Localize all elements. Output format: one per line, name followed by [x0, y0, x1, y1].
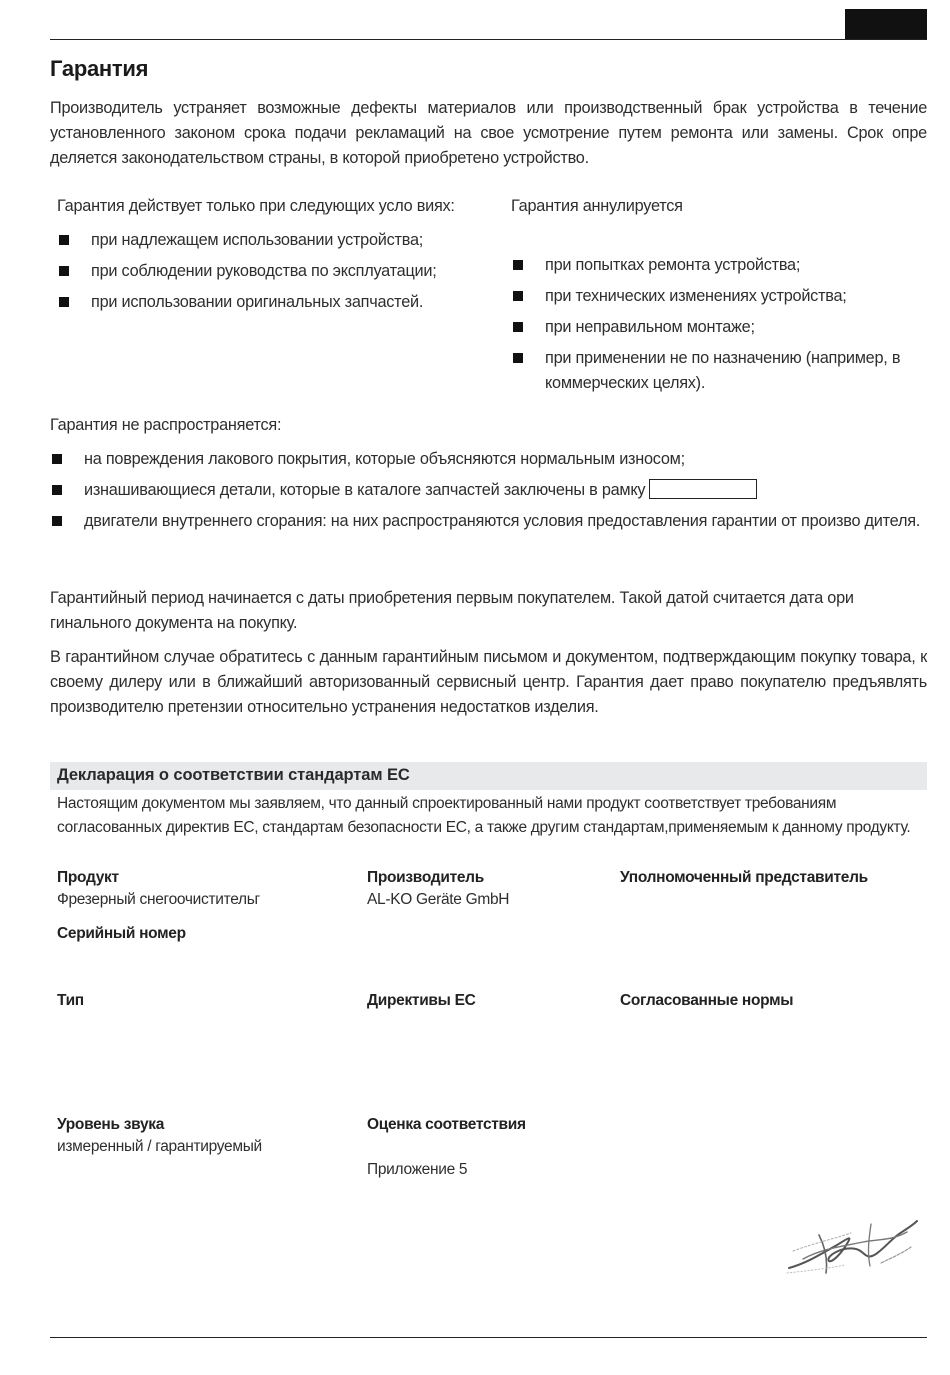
list-item-text: двигатели внутреннего сгорания: на них распространяются условия предоставления гарантии от произво дителя. — [84, 512, 921, 530]
assessment-value: Приложение 5 — [367, 1161, 468, 1178]
list-item — [50, 509, 927, 534]
list-item-text: изнашивающиеся детали, которые в каталоге запчастей заключены в рамку — [84, 481, 646, 499]
page-title: Гарантия — [50, 56, 149, 81]
list-item — [50, 447, 927, 472]
bottom-rule — [50, 1337, 927, 1338]
representative-label: Уполномоченный представитель — [620, 869, 868, 886]
list-item: при использовании оригинальных запчастей. — [57, 290, 467, 315]
product-value: Фрезерный снегоочистительг — [57, 891, 260, 908]
void-conditions-heading: Гарантия аннулируется — [511, 197, 683, 215]
sound-value: измеренный / гарантируемый — [57, 1138, 262, 1155]
declaration-text: Настоящим документом мы заявляем, что данный спроектированный нами продукт соответствует требованиям согласованных директив ЕС, стандартам безопасности ЕС, а также другим стандартам,применяемым к данному продукту. — [57, 795, 911, 836]
declaration-header — [50, 762, 927, 790]
intro-paragraph: Производитель устраняет возможные дефекты материалов или производственный брак устройства в течение установленного законом срока подачи рекламаций на свое усмотрение путем ремонта или замены. Срок опре деляется законодательством страны, в которой приобретено устройство. — [50, 99, 927, 167]
list-item: при попытках ремонта устройства; — [511, 253, 921, 278]
period-paragraph: Гарантийный период начинается с даты приобретения первым покупателем. Такой датой считается дата ори гинального документа на покупку. — [50, 589, 854, 632]
manufacturer-field — [367, 867, 509, 911]
exclusions-section — [50, 413, 927, 540]
representative-field — [620, 867, 868, 889]
norms-label: Согласованные нормы — [620, 992, 794, 1009]
void-conditions-column — [511, 194, 921, 402]
manufacturer-label: Производитель — [367, 869, 484, 886]
frame-symbol — [649, 479, 757, 499]
sound-field — [57, 1114, 262, 1158]
sound-label: Уровень звука — [57, 1116, 165, 1133]
product-field — [57, 867, 260, 911]
void-conditions-list — [511, 253, 921, 396]
list-item: при неправильном монтаже; — [511, 315, 921, 340]
serial-field — [57, 923, 186, 945]
list-item — [50, 478, 927, 503]
list-item: при применении не по назначению (например, в коммерческих целях). — [511, 346, 921, 396]
manufacturer-value: AL-KO Geräte GmbH — [367, 891, 510, 908]
valid-conditions-column — [57, 194, 467, 321]
type-label: Тип — [57, 992, 84, 1009]
type-field — [57, 990, 84, 1012]
valid-conditions-list — [57, 228, 467, 315]
assessment-label: Оценка соответствия — [367, 1116, 526, 1133]
norms-field — [620, 990, 793, 1012]
directives-field — [367, 990, 476, 1012]
list-item-text: на повреждения лакового покрытия, которые объясняются нормальным износом; — [84, 450, 685, 468]
list-item: при технических изменениях устройства; — [511, 284, 921, 309]
directives-label: Директивы ЕС — [367, 992, 476, 1009]
assessment-field — [367, 1114, 526, 1181]
product-label: Продукт — [57, 869, 119, 886]
declaration-title: Декларация о соответствии стандартам ЕС — [57, 766, 410, 784]
page-tab-marker — [845, 9, 927, 40]
serial-label: Серийный номер — [57, 925, 186, 942]
top-rule — [50, 39, 927, 40]
list-item: при надлежащем использовании устройства; — [57, 228, 467, 253]
exclusions-heading: Гарантия не распространяется: — [50, 416, 282, 434]
signature-image — [785, 1213, 920, 1278]
list-item: при соблюдении руководства по эксплуатации; — [57, 259, 467, 284]
valid-conditions-heading: Гарантия действует только при следующих усло виях: — [57, 197, 455, 215]
contact-paragraph: В гарантийном случае обратитесь с данным гарантийным письмом и документом, подтверждающим покупку товара, к своему дилеру или в ближайший авторизованный сервисный центр. Гарантия дает право покупателю предъявлять производителю претензии относительно устранения недостатков изделия. — [50, 648, 927, 716]
exclusions-list — [50, 447, 927, 534]
